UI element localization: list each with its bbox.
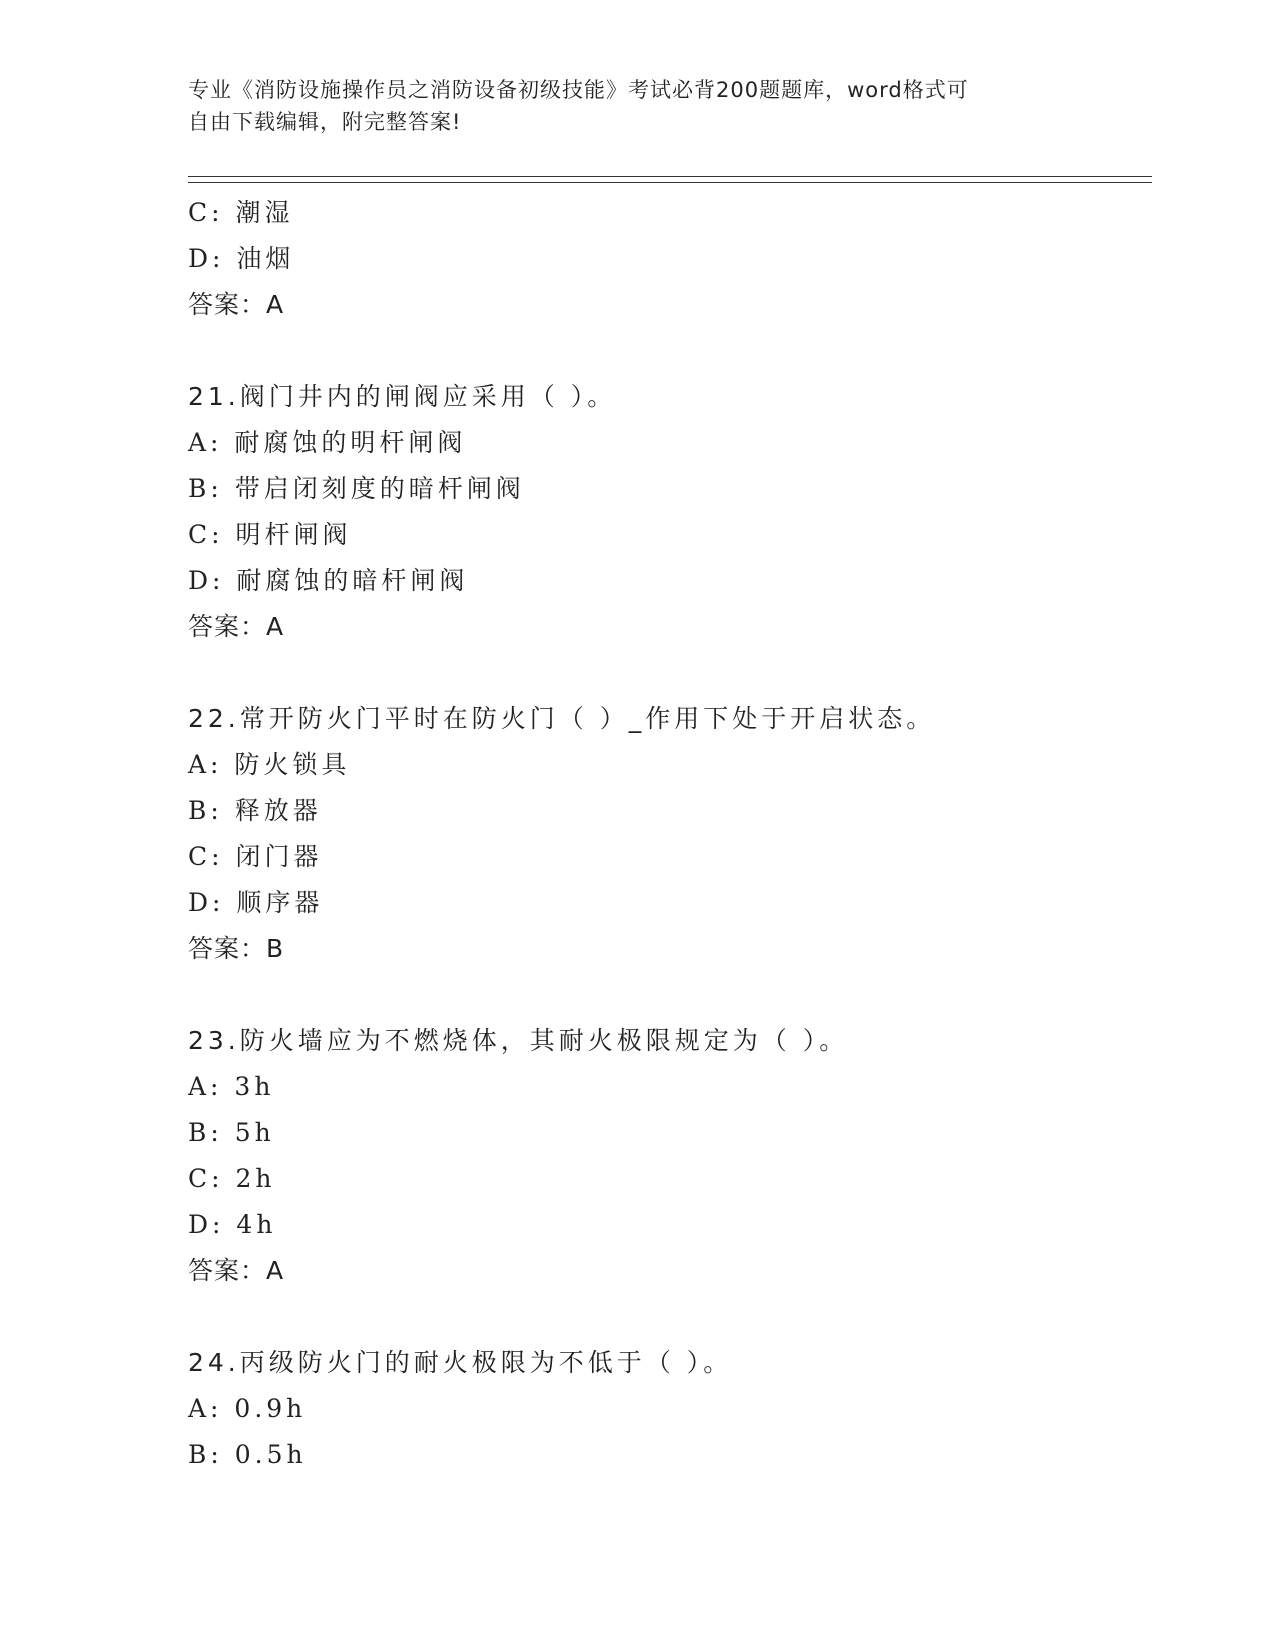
document-header — [188, 74, 1068, 138]
spacer — [188, 328, 1148, 374]
question-list — [188, 190, 1148, 1478]
question-stem: 24.丙级防火门的耐火极限为不低于（ ）。 — [188, 1348, 733, 1377]
question-block-21 — [188, 374, 1148, 650]
option-d: D: 耐腐蚀的暗杆闸阀 — [188, 566, 469, 595]
option-b: B: 带启闭刻度的暗杆闸阀 — [188, 474, 525, 503]
option-a: A: 3h — [188, 1072, 275, 1101]
question-block-22 — [188, 696, 1148, 972]
spacer — [188, 650, 1148, 696]
question-block-23 — [188, 1018, 1148, 1294]
spacer — [188, 972, 1148, 1018]
header-line-1: 专业《消防设施操作员之消防设备初级技能》考试必背200题题库，word格式可 — [188, 78, 969, 102]
option-b: B: 释放器 — [188, 796, 322, 825]
header-divider-top — [188, 176, 1152, 177]
header-divider-bottom — [188, 182, 1152, 183]
question-block-20 — [188, 190, 1148, 328]
option-d: D: 油烟 — [188, 244, 295, 273]
spacer — [188, 1294, 1148, 1340]
answer-line: 答案：A — [188, 1256, 285, 1285]
option-b: B: 0.5h — [188, 1440, 307, 1469]
answer-line: 答案：A — [188, 612, 285, 641]
question-stem: 23.防火墙应为不燃烧体，其耐火极限规定为（ ）。 — [188, 1026, 849, 1055]
option-c: C: 闭门器 — [188, 842, 323, 871]
option-b: B: 5h — [188, 1118, 275, 1147]
option-d: D: 顺序器 — [188, 888, 324, 917]
option-a: A: 耐腐蚀的明杆闸阀 — [188, 428, 467, 457]
question-stem: 22.常开防火门平时在防火门（ ）_作用下处于开启状态。 — [188, 704, 936, 733]
header-line-2: 自由下载编辑，附完整答案! — [188, 110, 462, 134]
answer-line: 答案：A — [188, 290, 285, 319]
answer-line: 答案：B — [188, 934, 285, 963]
option-c: C: 2h — [188, 1164, 276, 1193]
option-a: A: 防火锁具 — [188, 750, 351, 779]
option-c: C: 明杆闸阀 — [188, 520, 352, 549]
question-stem: 21.阀门井内的闸阀应采用（ ）。 — [188, 382, 617, 411]
option-d: D: 4h — [188, 1210, 277, 1239]
option-c: C: 潮湿 — [188, 198, 294, 227]
option-a: A: 0.9h — [188, 1394, 307, 1423]
question-block-24 — [188, 1340, 1148, 1478]
